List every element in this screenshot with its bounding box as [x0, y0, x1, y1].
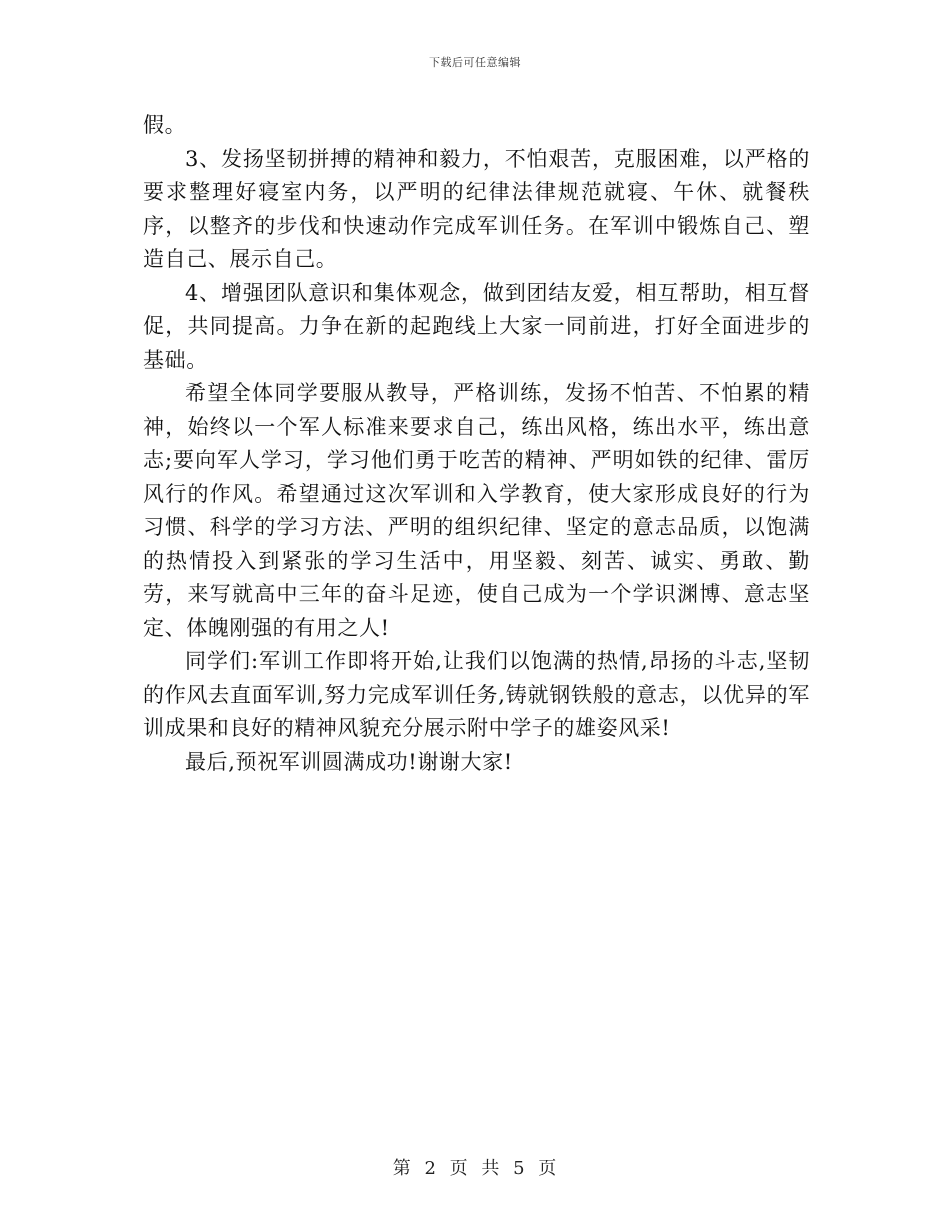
paragraph-hope: 希望全体同学要服从教导，严格训练，发扬不怕苦、不怕累的精神，始终以一个军人标准来要求自己，练出风格，练出水平，练出意志;要向军人学习，学习他们勇于吃苦的精神、严明如铁的纪律、雷厉风行的作风。希望通过这次军训和入学教育，使大家形成良好的行为习惯、科学的学习方法、严明的组织纪律、坚定的意志品质，以饱满的热情投入到紧张的学习生活中，用坚毅、刻苦、诚实、勇敢、勤劳，来写就高中三年的奋斗足迹，使自己成为一个学识渊博、意志坚定、体魄刚强的有用之人! [143, 381, 810, 640]
paragraph-item-3: 3、发扬坚韧拼搏的精神和毅力，不怕艰苦，克服困难，以严格的要求整理好寝室内务，以严明的纪律法律规范就寝、午休、就餐秩序，以整齐的步伐和快速动作完成军训任务。在军训中锻炼自己、塑造自己、展示自己。 [143, 146, 810, 271]
document-body [143, 109, 810, 779]
page-number: 第 2 页 共 5 页 [392, 1158, 558, 1179]
paragraph-call-to-action: 同学们:军训工作即将开始,让我们以饱满的热情,昂扬的斗志,坚韧的作风去直面军训,努力完成军训任务,铸就钢铁般的意志，以优异的军训成果和良好的精神风貌充分展示附中学子的雄姿风采! [143, 649, 810, 740]
paragraph-closing: 最后,预祝军训圆满成功!谢谢大家! [185, 749, 513, 774]
paragraph-continuation: 假。 [143, 113, 187, 137]
paragraph-item-4: 4、增强团队意识和集体观念，做到团结友爱，相互帮助，相互督促，共同提高。力争在新的起跑线上大家一同前进，打好全面进步的基础。 [143, 280, 810, 372]
page-header: 下载后可任意编辑 [429, 56, 521, 69]
